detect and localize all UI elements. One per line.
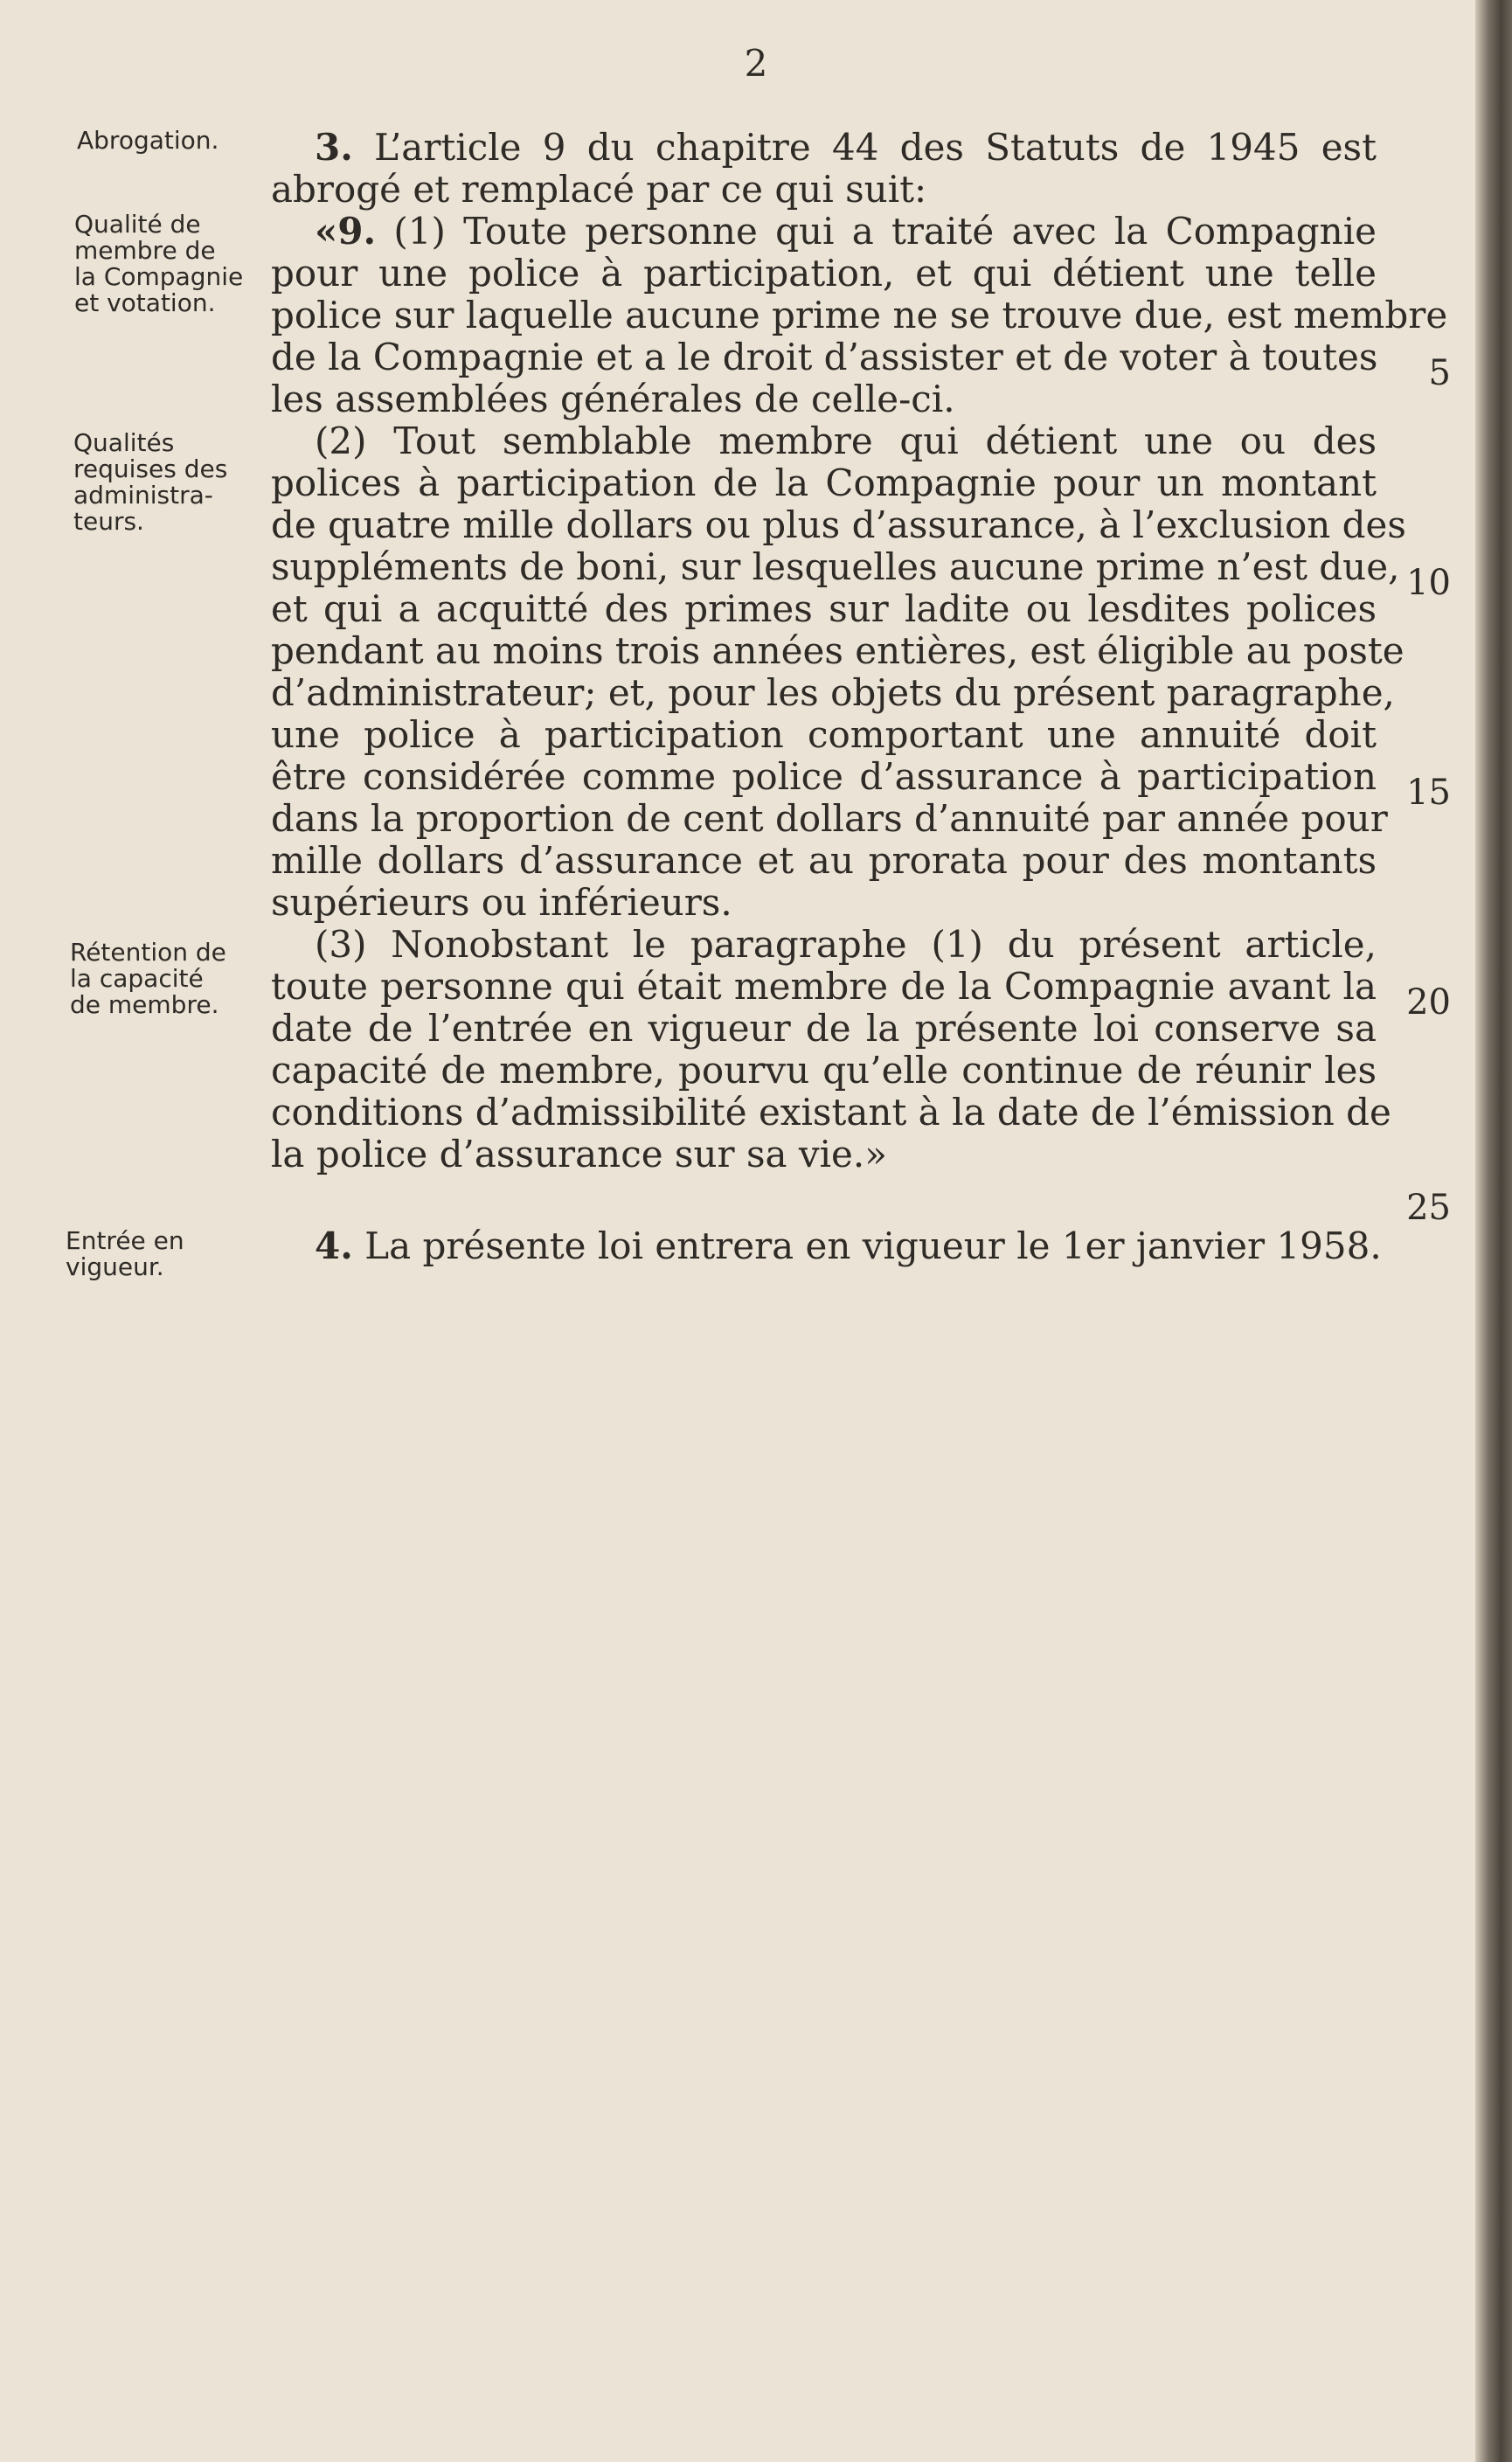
margin-note-abrogation (77, 128, 278, 154)
subsection-2-line-12: supérieurs ou inférieurs. (271, 881, 732, 924)
margin-note-qualites-admin (73, 430, 274, 535)
line-number: 25 (1406, 1188, 1451, 1228)
subsection-2-line-5: et qui a acquitté des primes sur ladite ou lesdites polices (271, 587, 1377, 630)
line-number: 20 (1406, 982, 1451, 1023)
margin-note-retention (70, 940, 271, 1018)
margin-note-line: Rétention de (70, 938, 226, 967)
section-3-text: L’article 9 du chapitre 44 des Statuts de 1945 est (374, 126, 1377, 169)
section-3-number: 3. (315, 126, 353, 169)
margin-note-line: requises des (73, 454, 228, 483)
margin-note-line: membre de (74, 236, 216, 265)
margin-note-line: Qualités (73, 428, 175, 457)
subsection-2-line-9: être considérée comme police d’assurance à participation (271, 755, 1377, 798)
page-binding-edge (1475, 0, 1512, 2462)
margin-note-line: administra- (73, 481, 213, 510)
section-9-number: «9. (315, 210, 377, 253)
page-number: 2 (744, 42, 768, 85)
subsection-3-line-2: toute personne qui était membre de la Compagnie avant la (271, 965, 1377, 1008)
line-number: 15 (1406, 773, 1451, 813)
subsection-2-line-3: de quatre mille dollars ou plus d’assurance, à l’exclusion des (271, 503, 1406, 546)
subsection-1-line-3: police sur laquelle aucune prime ne se trouve due, est membre (271, 294, 1448, 336)
subsection-1-line-1 (271, 211, 1377, 253)
subsection-2-line-11: mille dollars d’assurance et au prorata pour des montants (271, 839, 1377, 882)
section-4-text: La présente loi entrera en vigueur le 1er janvier 1958. (364, 1224, 1382, 1267)
subsection-1-text: (1) Toute personne qui a traité avec la Compagnie (393, 210, 1377, 253)
subsection-2-line-10: dans la proportion de cent dollars d’annuité par année pour (271, 797, 1388, 840)
margin-note-line: Entrée en (66, 1226, 184, 1255)
margin-note-line: Abrogation. (77, 126, 219, 155)
section-3-line-1 (271, 127, 1377, 169)
line-number: 5 (1428, 353, 1451, 393)
subsection-3-line-4: capacité de membre, pourvu qu’elle continue de réunir les (271, 1049, 1377, 1092)
margin-note-qualite (74, 212, 275, 316)
subsection-3-line-5: conditions d’admissibilité existant à la date de l’émission de (271, 1091, 1391, 1134)
subsection-2-line-2: polices à participation de la Compagnie pour un montant (271, 461, 1377, 504)
subsection-2-line-4: suppléments de boni, sur lesquelles aucune prime n’est due, (271, 545, 1400, 588)
subsection-1-line-5: les assemblées générales de celle-ci. (271, 378, 955, 420)
margin-note-line: la Compagnie (74, 262, 244, 291)
subsection-2-line-1: (2) Tout semblable membre qui détient une ou des (315, 420, 1377, 462)
subsection-3-line-3: date de l’entrée en vigueur de la présente loi conserve sa (271, 1007, 1377, 1050)
margin-note-line: de membre. (70, 990, 219, 1019)
margin-note-line: et votation. (74, 288, 216, 317)
margin-note-entree (66, 1228, 267, 1280)
margin-note-line: la capacité (70, 964, 204, 993)
subsection-2-line-8: une police à participation comportant une annuité doit (271, 713, 1377, 756)
subsection-3-line-6: la police d’assurance sur sa vie.» (271, 1133, 887, 1176)
subsection-2-line-7: d’administrateur; et, pour les objets du présent paragraphe, (271, 671, 1395, 714)
section-3-line-2: abrogé et remplacé par ce qui suit: (271, 168, 927, 211)
line-number: 10 (1406, 563, 1451, 603)
subsection-1-line-4: de la Compagnie et a le droit d’assister et de voter à toutes (271, 336, 1378, 378)
subsection-3-line-1: (3) Nonobstant le paragraphe (1) du présent article, (315, 923, 1377, 966)
margin-note-line: vigueur. (66, 1252, 164, 1281)
margin-note-line: Qualité de (74, 210, 201, 239)
subsection-2-line-6: pendant au moins trois années entières, est éligible au poste (271, 629, 1404, 672)
section-4-line (271, 1224, 1382, 1267)
subsection-1-line-2: pour une police à participation, et qui détient une telle (271, 252, 1377, 295)
section-4-number: 4. (315, 1224, 353, 1267)
margin-note-line: teurs. (73, 507, 144, 536)
